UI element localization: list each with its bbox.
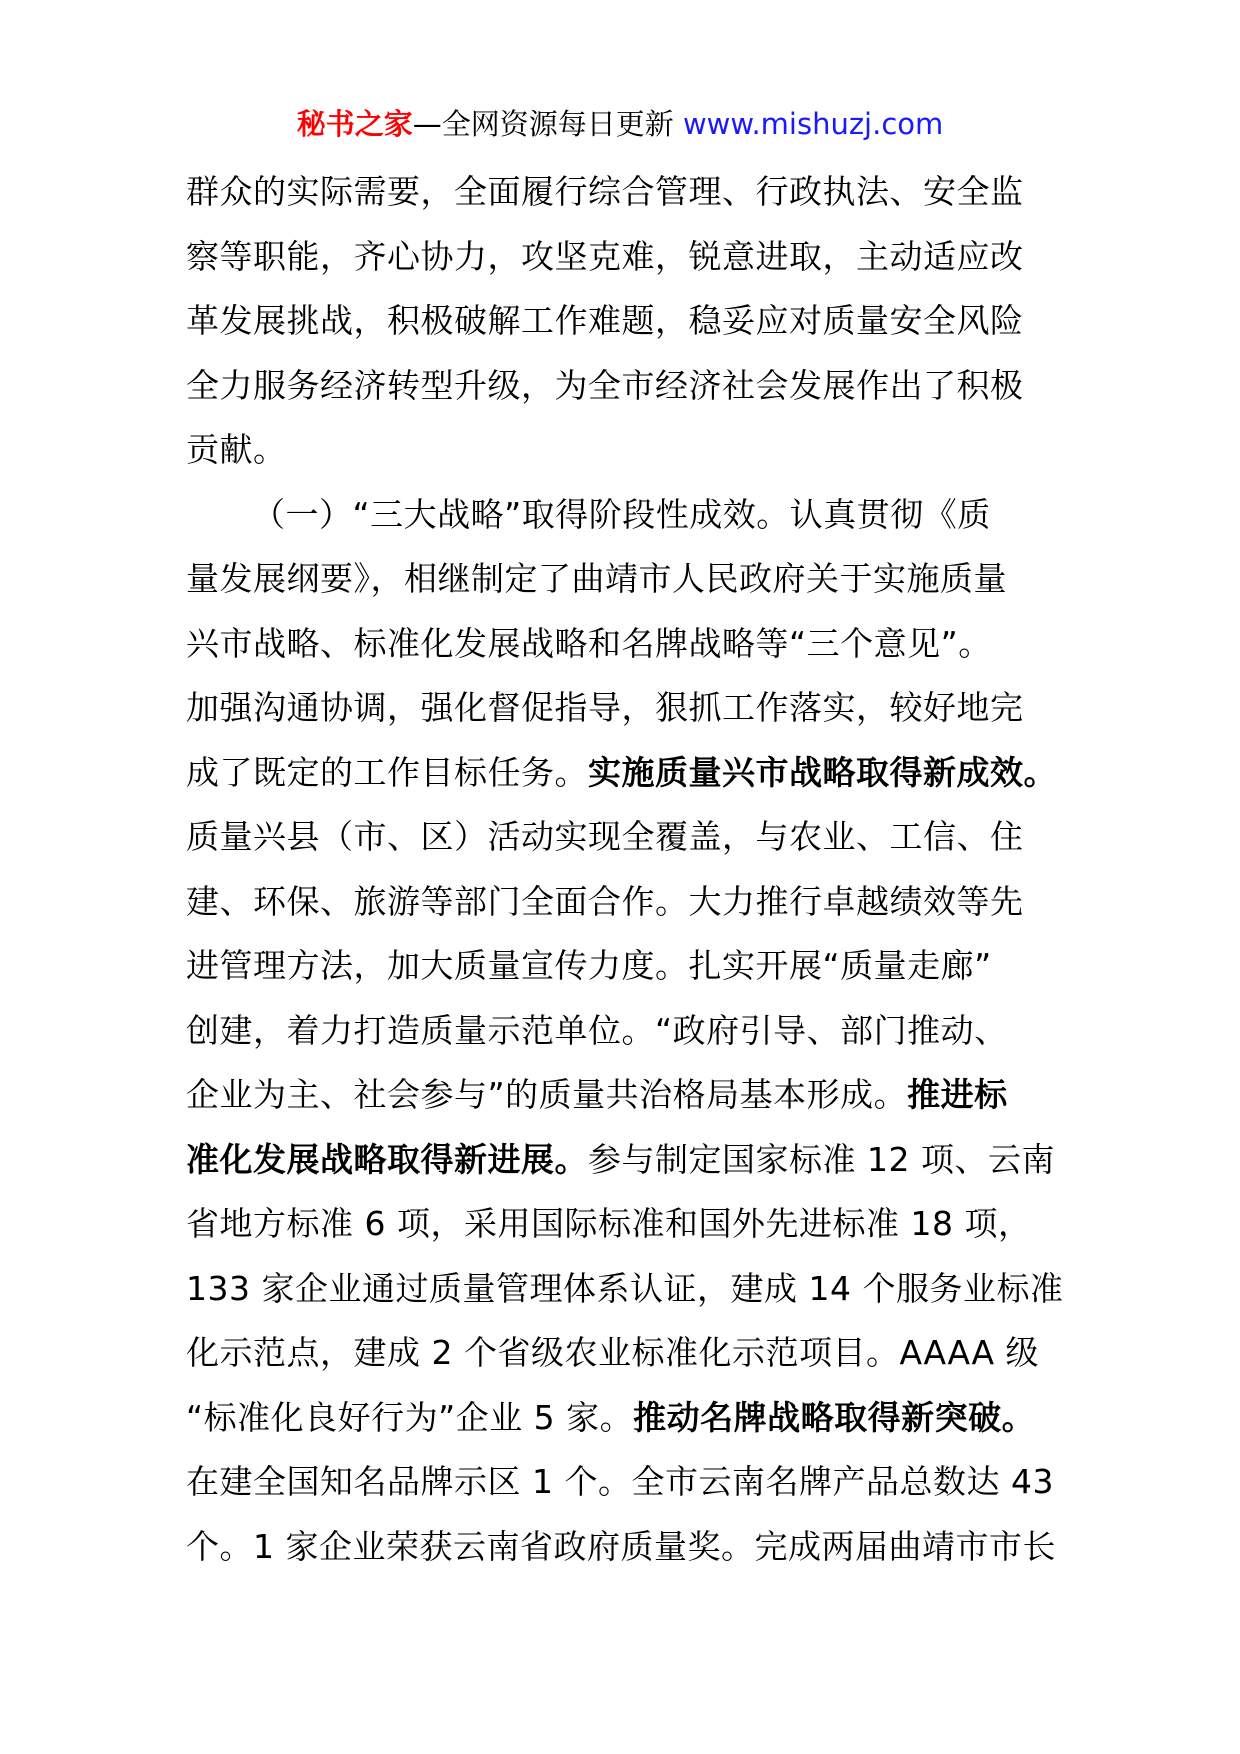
text-line: “标准化良好行为”企业 5 家。推动名牌战略取得新突破。 (186, 1397, 1036, 1437)
text-line: 兴市战略、标准化发展战略和名牌战略等“三个意见”。 (186, 623, 992, 663)
text-line: 加强沟通协调，强化督促指导，狠抓工作落实，较好地完 (186, 688, 1024, 727)
text-line: 建、环保、旅游等部门全面合作。大力推行卓越绩效等先 (186, 881, 1024, 921)
text-line: 个。1 家企业荣获云南省政府质量奖。完成两届曲靖市市长 (186, 1526, 1056, 1566)
text-line: 在建全国知名品牌示区 1 个。全市云南名牌产品总数达 43 (186, 1462, 1054, 1501)
text-line: 贡献。 (186, 430, 287, 469)
bold-subheading: 推进标 (907, 1075, 1008, 1114)
header-slogan: —全网资源每日更新 (412, 107, 683, 141)
text-line: 创建，着力打造质量示范单位。“政府引导、部门推动、 (186, 1010, 1008, 1050)
text-line: 成了既定的工作目标任务。实施质量兴市战略取得新成效。 (186, 752, 1057, 792)
text-line: 质量兴县（市、区）活动实现全覆盖，与农业、工信、住 (186, 817, 1024, 856)
text-line: 察等职能，齐心协力，攻坚克难，锐意进取，主动适应改 (186, 236, 1024, 276)
text-line: 准化发展战略取得新进展。参与制定国家标准 12 项、云南 (186, 1139, 1055, 1179)
brand-name: 秘书之家 (296, 107, 413, 141)
text-line: 133 家企业通过质量管理体系认证，建成 14 个服务业标准 (186, 1268, 1064, 1308)
text-line: 革发展挑战，积极破解工作难题，稳妥应对质量安全风险 (186, 301, 1024, 340)
bold-subheading: 推动名牌战略取得新突破。 (633, 1397, 1036, 1437)
text-line: 群众的实际需要，全面履行综合管理、行政执法、安全监 (186, 172, 1024, 211)
text-line: 省地方标准 6 项，采用国际标准和国外先进标准 18 项， (186, 1204, 1032, 1243)
text-line: 企业为主、社会参与”的质量共治格局基本形成。推进标 (186, 1075, 1008, 1114)
text-line: 化示范点，建成 2 个省级农业标准化示范项目。AAAA 级 (186, 1333, 1040, 1372)
site-url-link[interactable]: www.mishuzj.com (682, 107, 944, 141)
section-heading-line: （一）“三大战略”取得阶段性成效。认真贯彻《质 (252, 494, 991, 534)
bold-subheading: 实施质量兴市战略取得新成效。 (588, 752, 1057, 792)
site-header (0, 104, 1240, 144)
text-line: 进管理方法，加大质量宣传力度。扎实开展“质量走廊” (186, 946, 992, 985)
bold-subheading: 准化发展战略取得新进展。 (186, 1139, 588, 1179)
text-line: 量发展纲要》，相继制定了曲靖市人民政府关于实施质量 (186, 559, 1007, 598)
document-body (186, 160, 1076, 1579)
text-line: 全力服务经济转型升级，为全市经济社会发展作出了积极 (186, 365, 1024, 405)
